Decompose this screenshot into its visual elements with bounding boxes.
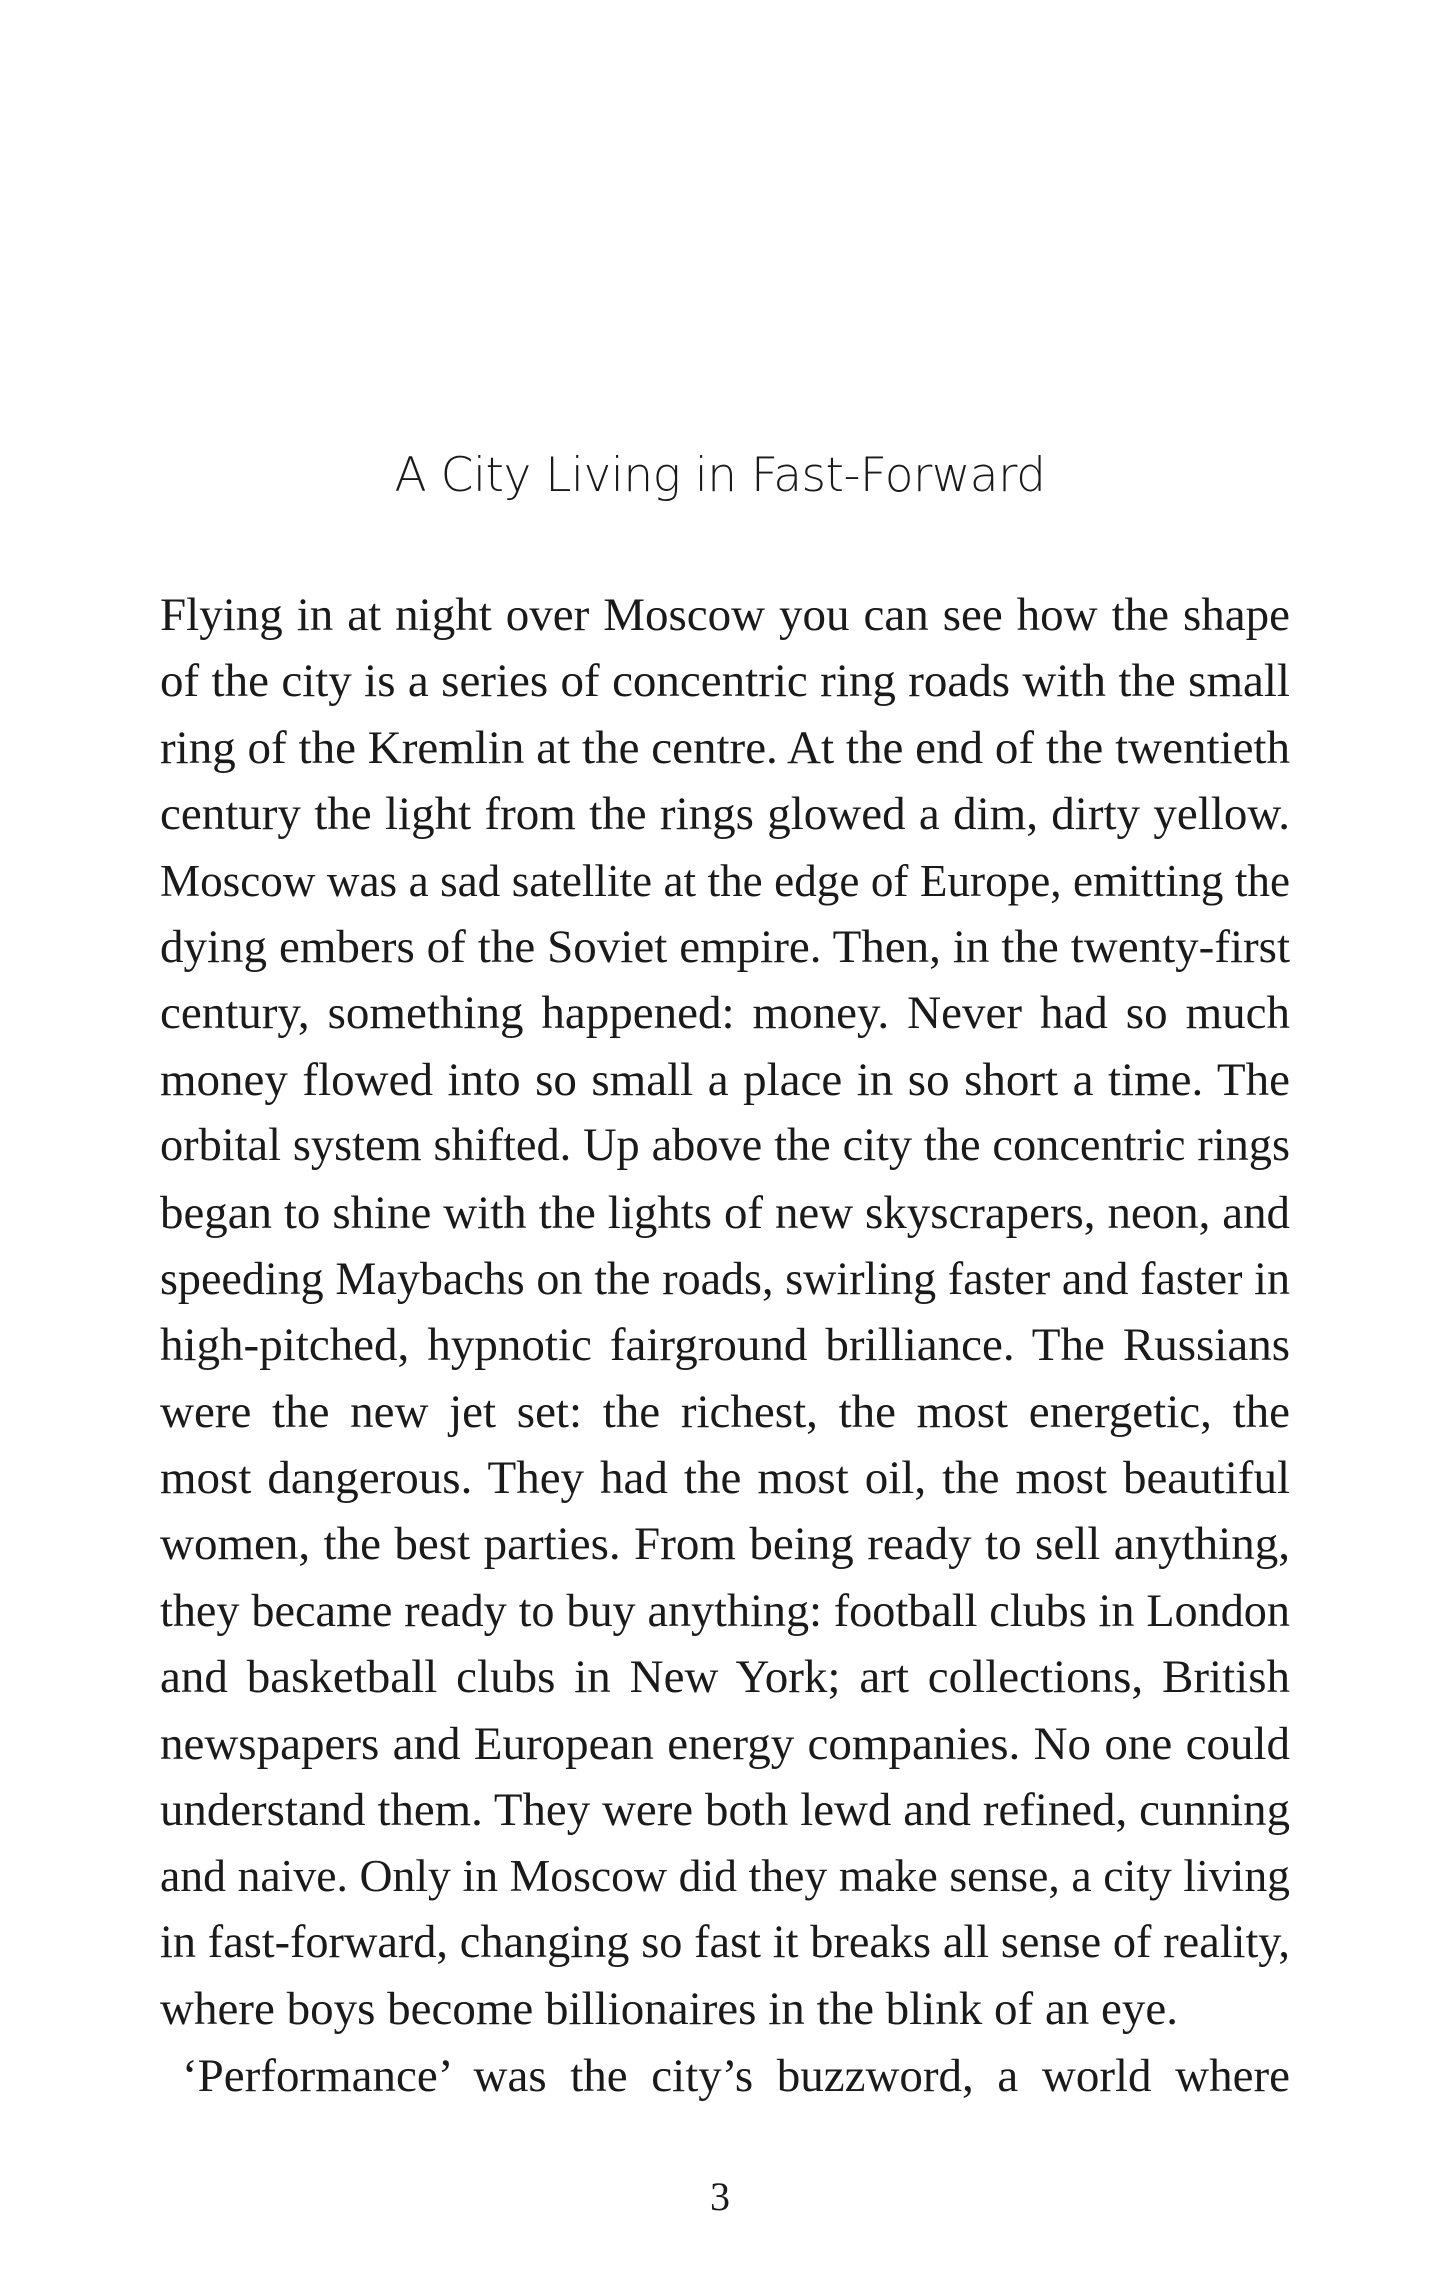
body-text (160, 582, 1290, 2109)
text-line: high-pitched, hypnotic fairground brilliance. The Russians (160, 1319, 1290, 1372)
text-line: understand them. They were both lewd and refined, cunning (160, 1784, 1290, 1837)
text-line: Moscow was a sad satellite at the edge of Europe, emitting the (160, 855, 1290, 906)
text-line: were the new jet set: the richest, the most energetic, the (160, 1385, 1290, 1438)
text-line: century the light from the rings glowed a dim, dirty yellow. (160, 788, 1290, 841)
page-number: 3 (710, 2174, 730, 2219)
text-line: speeding Maybachs on the roads, swirling faster and faster in (160, 1252, 1290, 1304)
text-line: dying embers of the Soviet empire. Then, in the twenty-first (160, 920, 1290, 973)
text-line: newspapers and European energy companies. No one could (160, 1717, 1290, 1770)
chapter-title: A City Living in Fast-Forward (394, 448, 1046, 503)
text-line: women, the best parties. From being ready to sell anything, (160, 1518, 1290, 1571)
text-line: ring of the Kremlin at the centre. At the end of the twentieth (160, 721, 1290, 774)
text-line: of the city is a series of concentric ring roads with the small (160, 655, 1290, 708)
text-line: they became ready to buy anything: football clubs in London (160, 1584, 1290, 1636)
text-line: orbital system shifted. Up above the city the concentric rings (160, 1120, 1290, 1172)
text-line: most dangerous. They had the most oil, the most beautiful (160, 1452, 1290, 1505)
text-line: in fast-forward, changing so fast it breaks all sense of reality, (160, 1916, 1290, 1968)
text-line: Flying in at night over Moscow you can see how the shape (160, 589, 1290, 641)
text-line-paragraph-start: ‘Performance’ was the city’s buzzword, a world where (182, 2049, 1290, 2102)
text-line: century, something happened: money. Never had so much (160, 987, 1290, 1040)
text-line: began to shine with the lights of new skyscrapers, neon, and (160, 1186, 1290, 1239)
text-line: and naive. Only in Moscow did they make sense, a city living (160, 1850, 1290, 1902)
text-line: and basketball clubs in New York; art collections, British (160, 1651, 1290, 1704)
text-line: money flowed into so small a place in so short a time. The (160, 1053, 1290, 1106)
text-line-paragraph-end: where boys become billionaires in the blink of an eye. (160, 1983, 1179, 2036)
